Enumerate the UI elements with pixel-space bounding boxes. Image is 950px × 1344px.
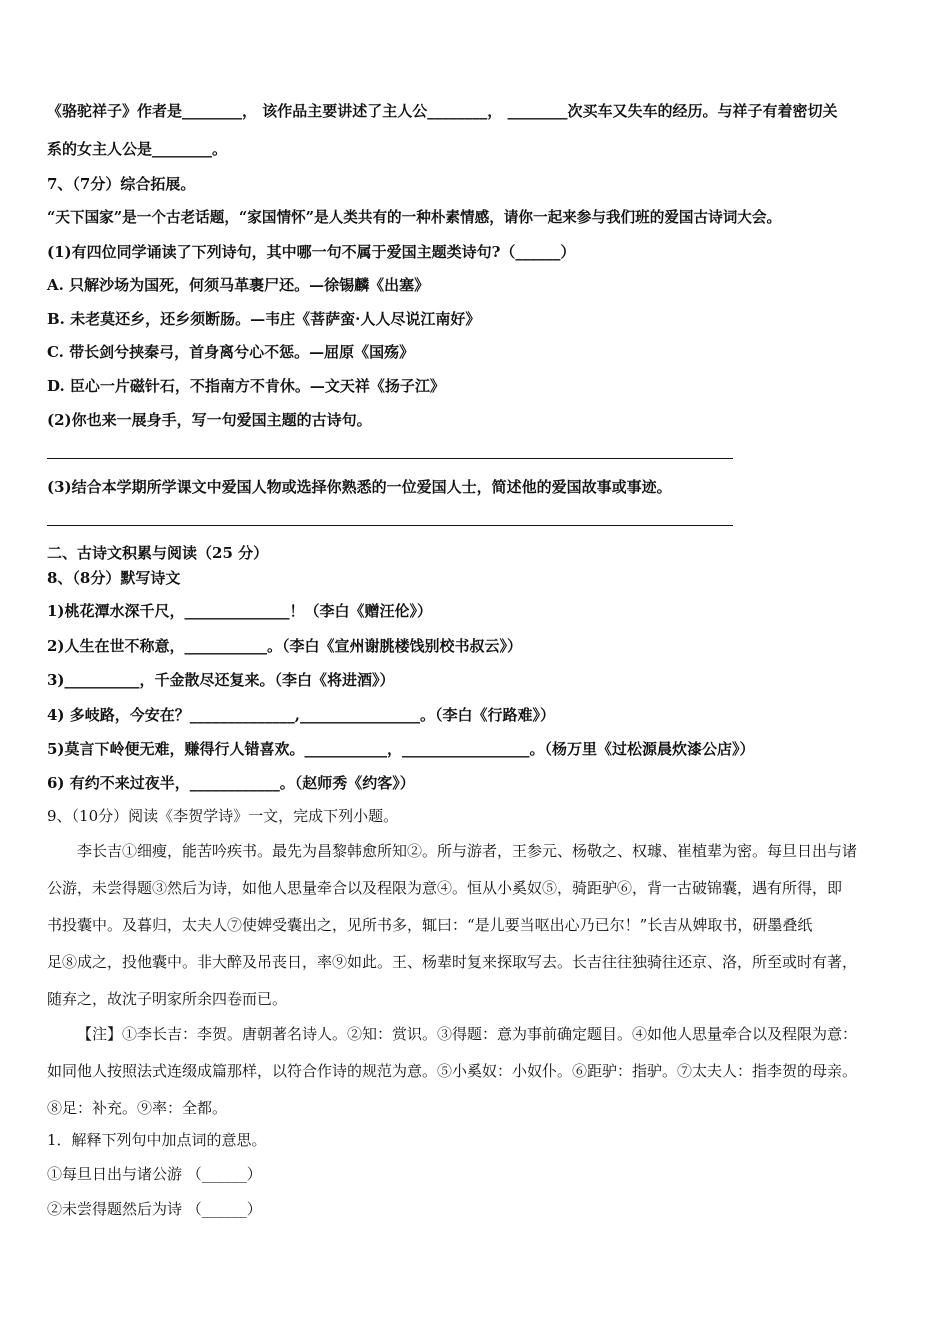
question-6-line-2: 系的女主人公是________。 <box>47 140 228 158</box>
passage-line: 书投囊中。及暮归，太夫人⑦使婢受囊出之，见所书多，辄曰：“是儿要当呕出心乃已尔！”长吉从婢取书，研墨叠纸 <box>47 916 813 934</box>
section-2-title: 二、古诗文积累与阅读（25 分） <box>47 544 269 562</box>
question-9-sub-1: 1．解释下列句中加点词的意思。 <box>47 1131 267 1149</box>
option-b: B. 未老莫还乡，还乡须断肠。—韦庄《菩萨蛮·人人尽说江南好》 <box>47 310 481 328</box>
dictation-item-6: 6) 有约不来过夜半，____________。（赵师秀《约客》） <box>47 774 415 792</box>
passage-line: 李长吉①细瘦，能苦吟疾书。最先为昌黎韩愈所知②。所与游者，王参元、杨敬之、权璩、崔植辈为密。每旦日出与诸 <box>77 842 858 860</box>
question-7-part-1: (1)有四位同学诵读了下列诗句，其中哪一句不属于爱国主题类诗句?（______） <box>47 243 576 261</box>
question-6-line-1: 《骆驼祥子》作者是________， 该作品主要讲述了主人公________， ________次买车又失车的经历。与祥子有着密切关 <box>47 102 838 120</box>
sub-1-item-1: ①每旦日出与诸公游 （______） <box>47 1165 262 1183</box>
question-7-header: 7、（7分）综合拓展。 <box>47 175 196 193</box>
option-a: A. 只解沙场为国死，何须马革裹尸还。—徐锡麟《出塞》 <box>47 276 430 294</box>
question-8-header: 8、（8分）默写诗文 <box>47 569 181 587</box>
dictation-item-4: 4) 多岐路，今安在？______________,________________。（李白《行路难》） <box>47 706 555 724</box>
sub-1-item-2: ②未尝得题然后为诗 （______） <box>47 1200 262 1218</box>
question-7-part-2: (2)你也来一展身手，写一句爱国主题的古诗句。 <box>47 411 372 429</box>
notes-line: 如同他人按照法式连缀成篇那样，以符合作诗的规范为意。⑤小奚奴：小奴仆。⑥距驴：指驴。⑦太夫人：指李贺的母亲。 <box>47 1062 858 1080</box>
dictation-item-1: 1)桃花潭水深千尺，______________！（李白《赠汪伦》） <box>47 602 433 620</box>
question-9-header: 9、（10分）阅读《李贺学诗》一文，完成下列小题。 <box>47 807 399 825</box>
option-c: C. 带长剑兮挟秦弓，首身离兮心不惩。—屈原《国殇》 <box>47 343 415 361</box>
passage-line: 随弃之，故沈子明家所余四卷而已。 <box>47 990 288 1008</box>
answer-line-part-3 <box>47 525 733 526</box>
question-7-part-3: (3)结合本学期所学课文中爱国人物或选择你熟悉的一位爱国人士，简述他的爱国故事或事迹。 <box>47 478 672 496</box>
dictation-item-3: 3)__________，千金散尽还复来。（李白《将进酒》） <box>47 671 395 689</box>
passage-line: 足⑧成之，投他囊中。非大醉及吊丧日，率⑨如此。王、杨辈时复来探取写去。长吉往往独骑往还京、洛，所至或时有著， <box>47 953 858 971</box>
question-7-intro: “天下国家”是一个古老话题，“家国情怀”是人类共有的一种朴素情感，请你一起来参与我们班的爱国古诗词大会。 <box>47 209 782 226</box>
passage-line: 公游，未尝得题③然后为诗，如他人思量牵合以及程限为意④。恒从小奚奴⑤，骑距驴⑥，背一古破锦囊，遇有所得，即 <box>47 879 843 897</box>
notes-line: 【注】①李长吉：李贺。唐朝著名诗人。②知：赏识。③得题：意为事前确定题目。④如他人思量牵合以及程限为意： <box>77 1025 858 1043</box>
option-d: D. 臣心一片磁针石，不指南方不肯休。—文天祥《扬子江》 <box>47 377 445 395</box>
dictation-item-5: 5)莫言下岭便无难，赚得行人错喜欢。___________，_________________。（杨万里《过松源晨炊漆公店》） <box>47 740 755 758</box>
answer-line-part-2 <box>47 458 733 459</box>
dictation-item-2: 2)人生在世不称意，___________。（李白《宣州谢朓楼饯别校书叔云》） <box>47 637 523 655</box>
notes-line: ⑧足：补充。⑨率：全都。 <box>47 1099 228 1117</box>
